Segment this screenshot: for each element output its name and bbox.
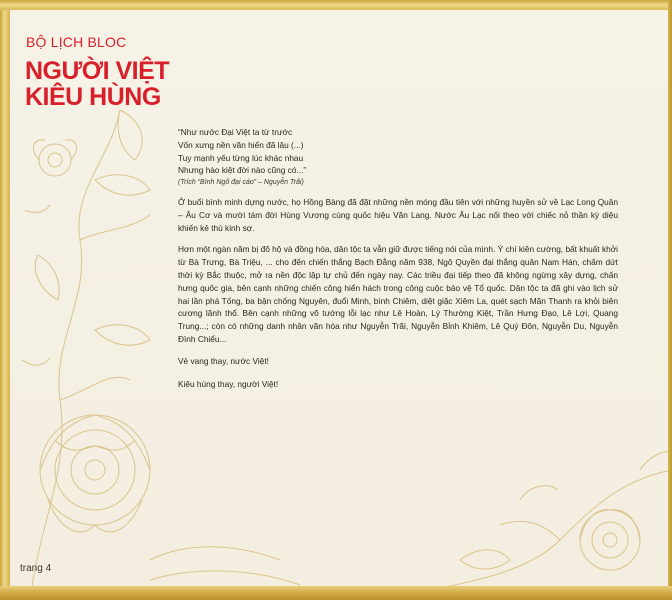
poem-line: “Như nước Đại Việt ta từ trước [178, 127, 293, 137]
poem-citation: (Trích “Bình Ngô đại cáo” – Nguyễn Trãi) [178, 179, 304, 187]
gold-frame-top [0, 0, 672, 10]
gold-frame-right [668, 0, 672, 600]
closing-line: Kiêu hùng thay, người Việt! [178, 378, 279, 389]
article-body [178, 126, 618, 400]
poem-line: Nhưng hào kiệt đời nào cũng có...” [178, 165, 307, 176]
section-label: BỘ LỊCH BLOC [26, 34, 127, 50]
poem-line: Vốn xưng nền văn hiến đã lâu (...) [178, 139, 304, 150]
title-line-2: KIÊU HÙNG [25, 83, 161, 111]
paragraph: Ở buổi bình minh dựng nước, họ Hồng Bàng đã đặt những nền móng đầu tiên với những huyền sử về Lạc Long Quân – Âu Cơ và mười tám đời Hùng Vương cùng quốc hiệu Văn Lang. Nước Âu Lạc nối theo với chiếc nỏ thần kỳ diệu khiến kẻ thù kinh sợ. [178, 196, 618, 233]
title-line-1: NGƯỜI VIỆT [25, 57, 170, 85]
gold-frame-bottom [0, 586, 672, 600]
poem-line: Tuy mạnh yếu từng lúc khác nhau [178, 152, 304, 163]
page-number: trang 4 [20, 563, 52, 574]
paragraph: Hơn một ngàn năm bị đô hộ và đồng hóa, dân tộc ta vẫn giữ được tiếng nói của mình. Ý chí kiên cường, bất khuất khởi từ Bà Trưng, Bà Triệu, ... cho đến chiến thắng Bạch Đằng năm 938, Ngô Quyền đại thắng quân Nam Hán, chấm dứt thời kỳ Bắc thuộc, mở ra nền độc lập tự chủ đến ngày nay. Các triều đại tiếp theo đã không ngừng xây dựng, chấn hưng quốc gia, bên cạnh những chiến công hiển hách trong công cuộc bảo vệ Tổ quốc. Dân tộc ta đã ghi vào lịch sử hai lần phá Tống, ba bận chống Nguyên, đuổi Minh, bình Chiêm, diệt giặc Xiêm La, quét sạch Mãn Thanh ra khỏi biên cương lãnh thổ. Bên cạnh những võ tướng lỗi lạc như Lê Hoàn, Lý Thường Kiệt, Trần Hưng Đạo, Lê Lợi, Quang Trung...; còn có những danh nhân văn hóa như Nguyễn Trãi, Nguyễn Bỉnh Khiêm, Lê Quý Đôn, Nguyễn Du, Nguyễn Đình Chiểu... [178, 244, 618, 344]
poem-quote [178, 126, 618, 177]
page-title [25, 58, 169, 110]
gold-frame-left [0, 0, 10, 600]
closing-line: Vẻ vang thay, nước Việt! [178, 355, 269, 366]
